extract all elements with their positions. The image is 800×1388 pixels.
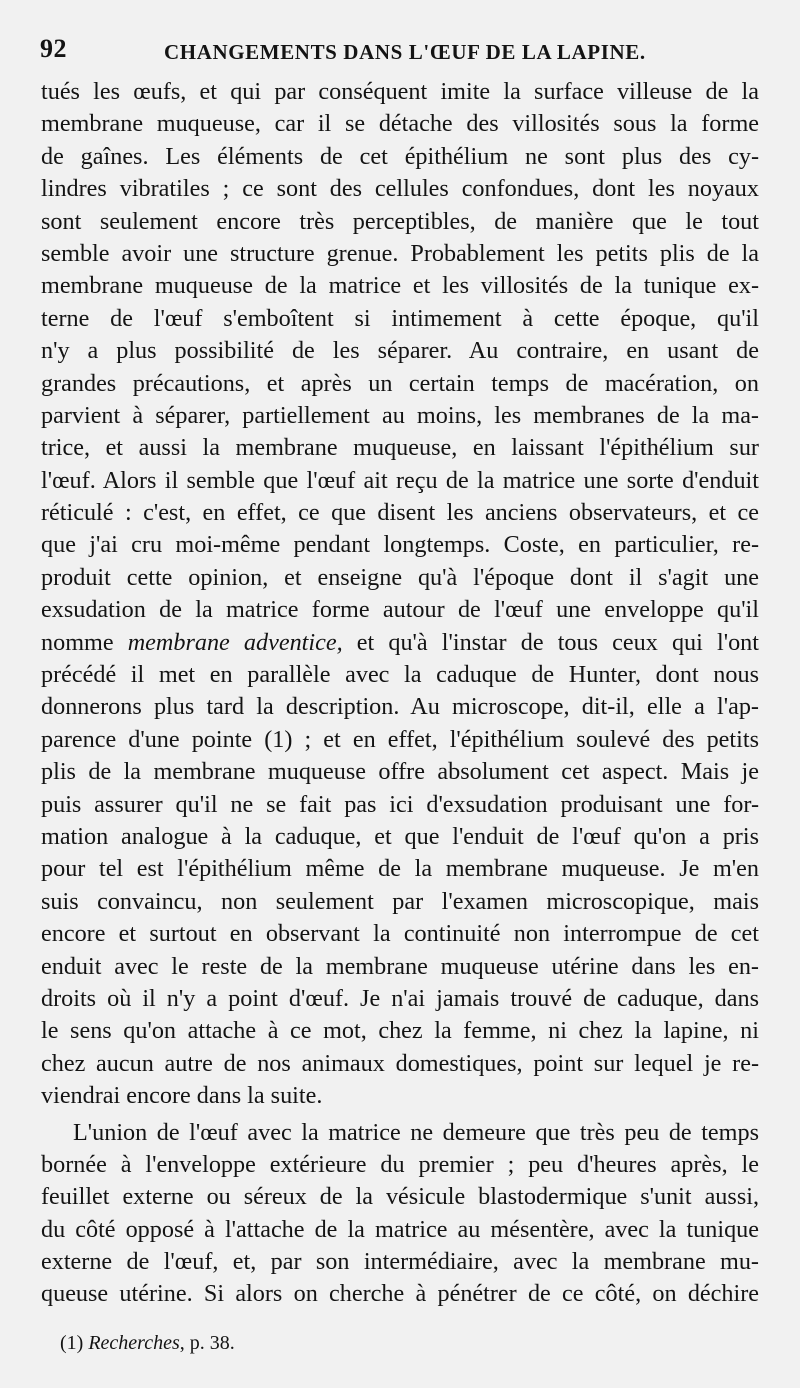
text-line: pour tel est l'épithélium même de la membrane muqueuse. Je m'en bbox=[41, 855, 759, 883]
text-line bbox=[41, 627, 759, 659]
text-line: de gaînes. Les éléments de cet épithélium ne sont plus des cy- bbox=[41, 142, 759, 170]
body-text bbox=[41, 76, 759, 1311]
text-line: le sens qu'on attache à ce mot, chez la femme, ni chez la lapine, ni bbox=[41, 1017, 759, 1045]
text-segment: nomme bbox=[41, 628, 128, 656]
text-line: puis assurer qu'il ne se fait pas ici d'exsudation produisant une for- bbox=[41, 790, 759, 818]
text-line: du côté opposé à l'attache de la matrice au mésentère, avec la tunique bbox=[41, 1215, 759, 1243]
text-line: enduit avec le reste de la membrane muqueuse utérine dans les en- bbox=[41, 952, 759, 980]
text-line: réticulé : c'est, en effet, ce que disent les anciens observateurs, et ce bbox=[41, 499, 759, 527]
text-line: chez aucun autre de nos animaux domestiques, point sur lequel je re- bbox=[41, 1049, 759, 1077]
text-line: trice, et aussi la membrane muqueuse, en laissant l'épithélium sur bbox=[41, 434, 759, 462]
text-line: feuillet externe ou séreux de la vésicule blastodermique s'unit aussi, bbox=[41, 1183, 759, 1211]
text-line: donnerons plus tard la description. Au microscope, dit-il, elle a l'ap- bbox=[41, 693, 759, 721]
footnote-title: Recherches bbox=[88, 1332, 180, 1354]
text-line: précédé il met en parallèle avec la caduque de Hunter, dont nous bbox=[41, 661, 759, 689]
text-line: mation analogue à la caduque, et que l'enduit de l'œuf qu'on a pris bbox=[41, 822, 759, 850]
text-line: membrane muqueuse de la matrice et les villosités de la tunique ex- bbox=[41, 272, 759, 300]
footnote bbox=[60, 1332, 235, 1355]
text-line: L'union de l'œuf avec la matrice ne demeure que très peu de temps bbox=[73, 1118, 759, 1146]
text-line: grandes précautions, et après un certain temps de macération, on bbox=[41, 369, 759, 397]
text-line: externe de l'œuf, et, par son intermédiaire, avec la membrane mu- bbox=[41, 1248, 759, 1276]
text-line: encore et surtout en observant la continuité non interrompue de cet bbox=[41, 920, 759, 948]
text-line: tués les œufs, et qui par conséquent imite la surface villeuse de la bbox=[41, 78, 759, 105]
text-line: membrane muqueuse, car il se détache des villosités sous la forme bbox=[41, 110, 759, 138]
italic-term: membrane adventice, bbox=[127, 628, 343, 656]
text-line: semble avoir une structure grenue. Probablement les petits plis de la bbox=[41, 239, 759, 267]
paragraph-2 bbox=[41, 1117, 759, 1311]
text-segment: et qu'à l'instar de tous ceux qui l'ont bbox=[342, 628, 759, 656]
text-line: que j'ai cru moi-même pendant longtemps. Coste, en particulier, re- bbox=[41, 531, 759, 559]
text-line: queuse utérine. Si alors on cherche à pénétrer de ce côté, on déchire bbox=[41, 1280, 759, 1308]
text-line: bornée à l'enveloppe extérieure du premier ; peu d'heures après, le bbox=[41, 1150, 759, 1178]
text-line: produit cette opinion, et enseigne qu'à l'époque dont il s'agit une bbox=[41, 563, 759, 591]
text-line: parvient à séparer, partiellement au moins, les membranes de la ma- bbox=[41, 401, 759, 429]
text-line: sont seulement encore très perceptibles, de manière que le tout bbox=[41, 207, 759, 235]
text-line: exsudation de la matrice forme autour de l'œuf une enveloppe qu'il bbox=[41, 596, 759, 624]
text-line: plis de la membrane muqueuse offre absolument cet aspect. Mais je bbox=[41, 758, 759, 786]
text-line: lindres vibratiles ; ce sont des cellules confondues, dont les noyaux bbox=[41, 175, 759, 203]
footnote-reference: , p. 38. bbox=[179, 1332, 235, 1354]
text-line: parence d'une pointe (1) ; et en effet, l'épithélium soulevé des petits bbox=[41, 725, 759, 753]
text-line: terne de l'œuf s'emboîtent si intimement à cette époque, qu'il bbox=[41, 304, 759, 332]
page-header bbox=[40, 34, 760, 70]
text-line: droits où il n'y a point d'œuf. Je n'ai jamais trouvé de caduque, dans bbox=[41, 984, 759, 1012]
footnote-marker: (1) bbox=[60, 1332, 84, 1354]
text-line: suis convaincu, non seulement par l'examen microscopique, mais bbox=[41, 887, 759, 915]
text-line: viendrai encore dans la suite. bbox=[41, 1082, 323, 1110]
running-title: CHANGEMENTS DANS L'ŒUF DE LA LAPINE. bbox=[164, 40, 646, 64]
text-line: n'y a plus possibilité de les séparer. Au contraire, en usant de bbox=[41, 337, 759, 365]
paragraph-1 bbox=[41, 76, 759, 1113]
text-line: l'œuf. Alors il semble que l'œuf ait reçu de la matrice une sorte d'enduit bbox=[41, 466, 759, 494]
page-number: 92 bbox=[40, 34, 67, 63]
